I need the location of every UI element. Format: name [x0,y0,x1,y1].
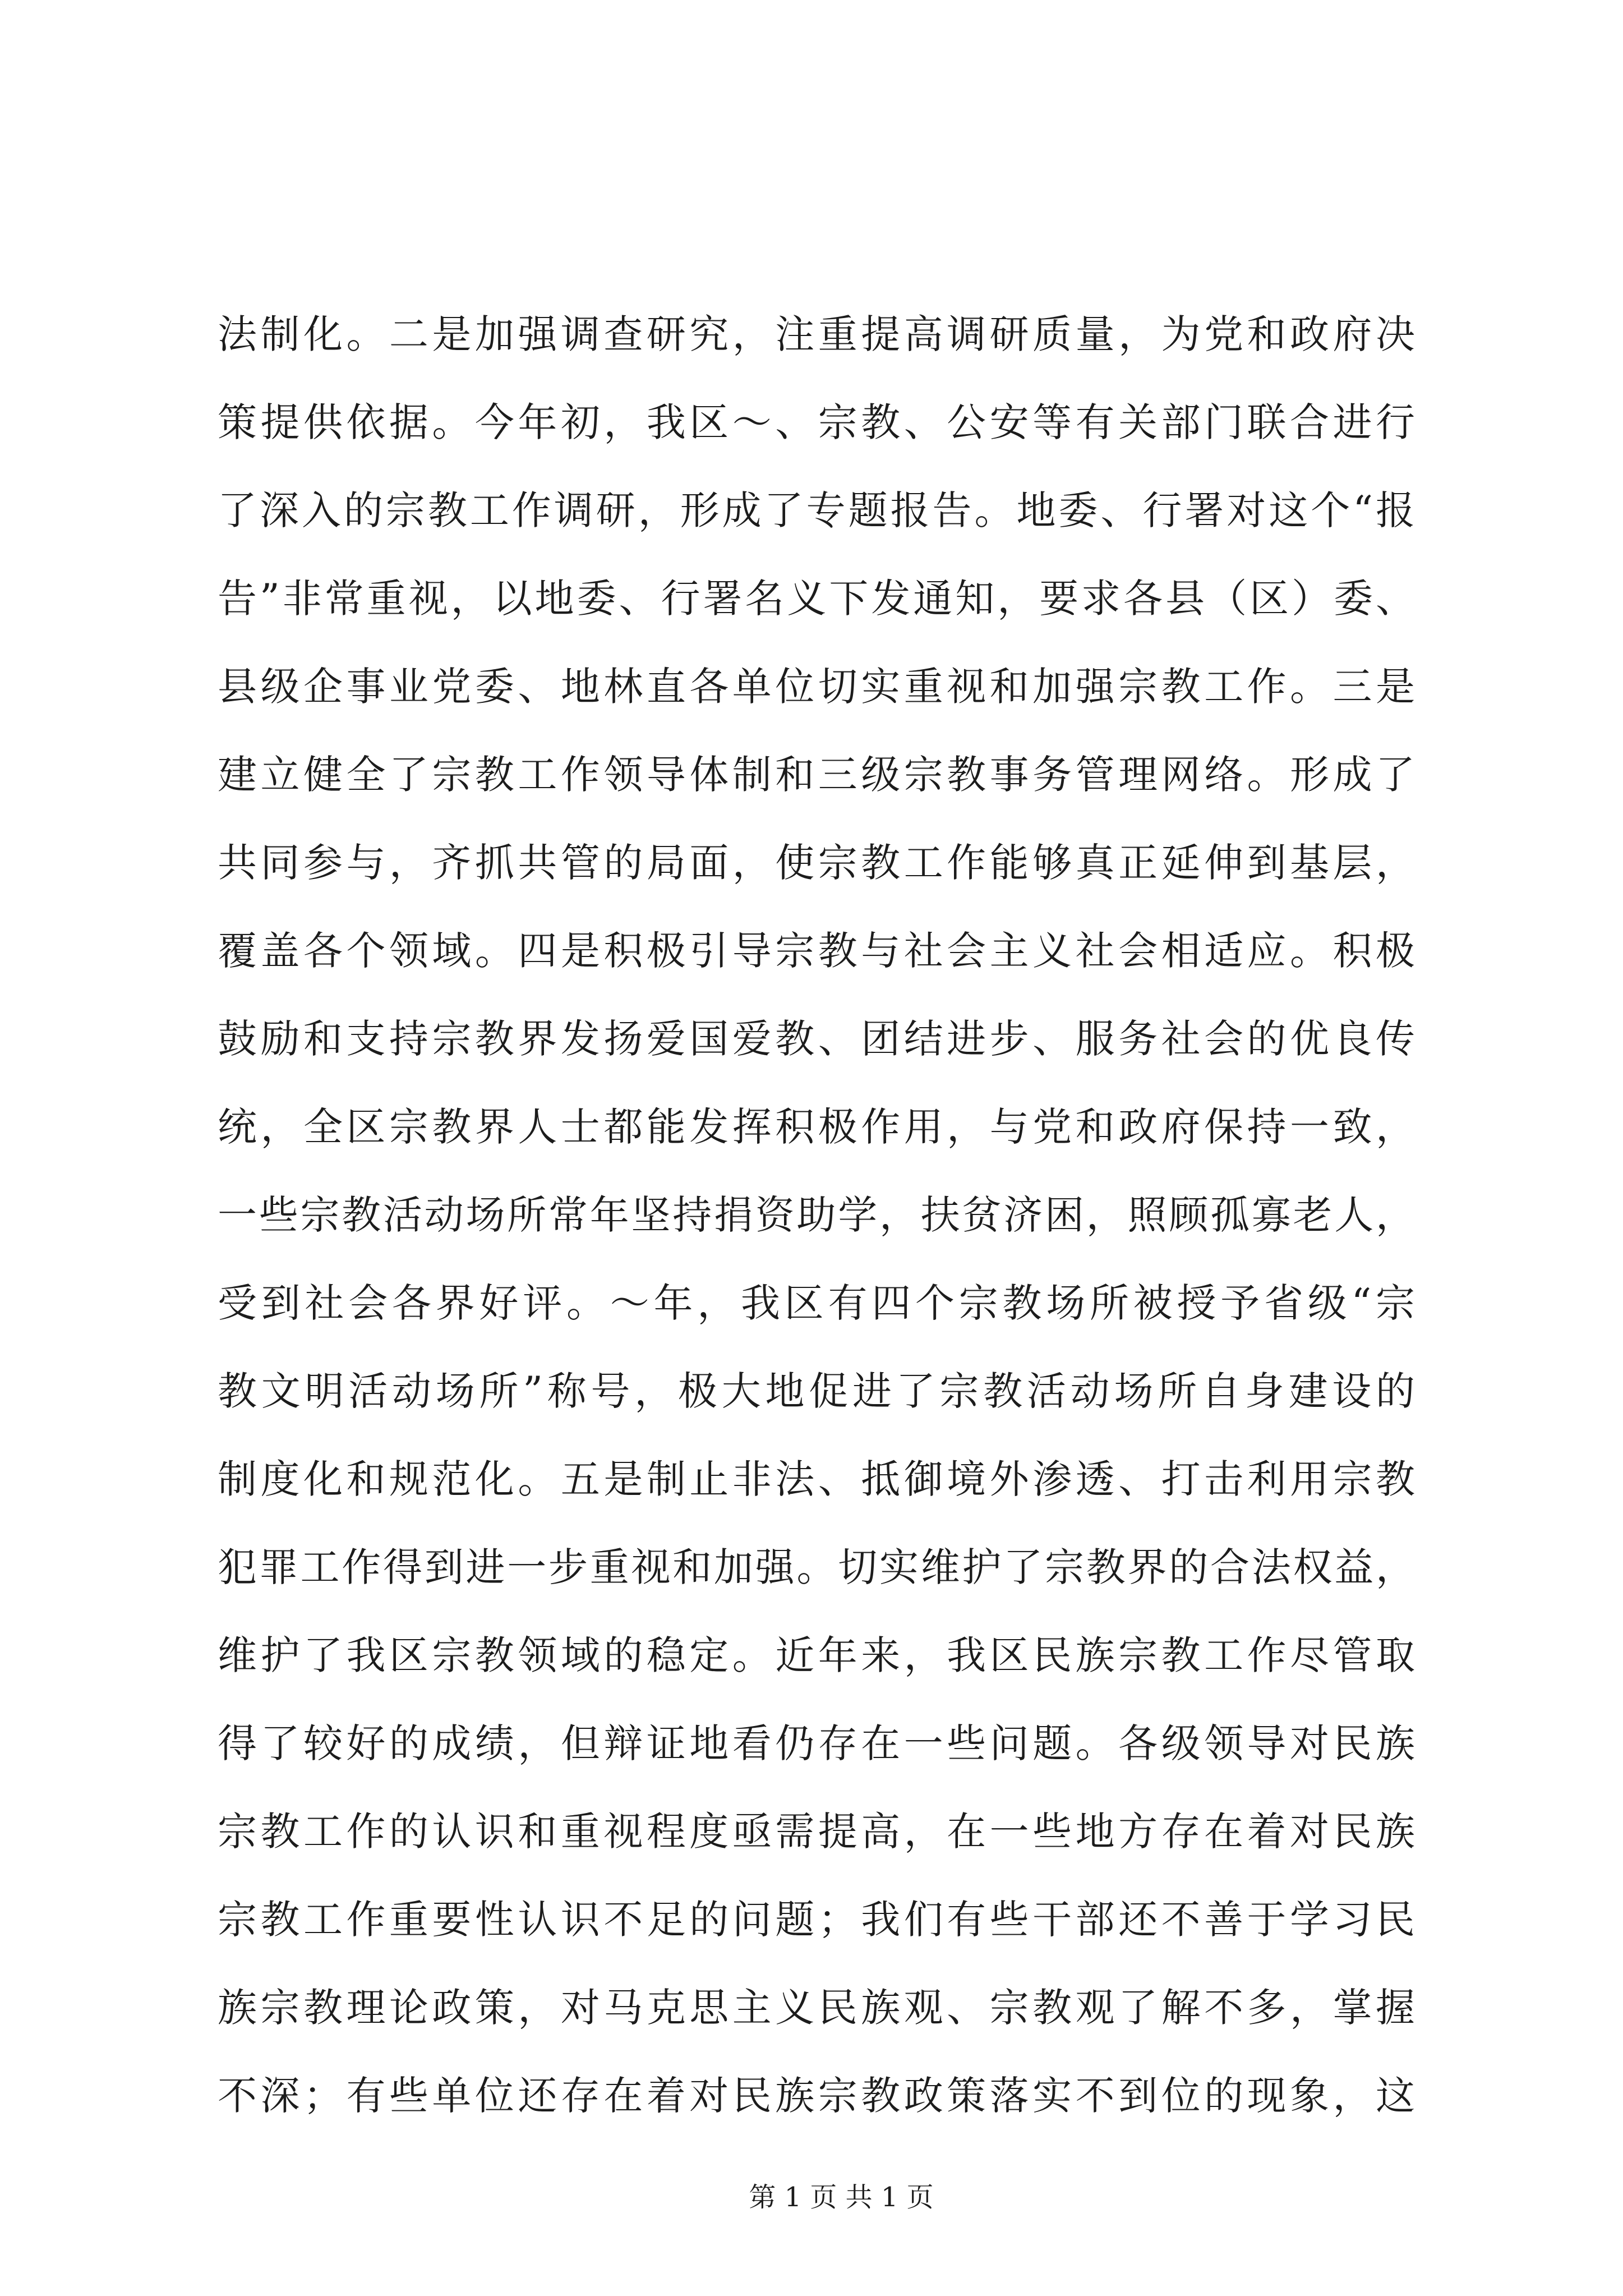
text-line: 告”非常重视，以地委、行署名义下发通知，要求各县（区）委、 [218,576,1415,622]
text-line: 制度化和规范化。五是制止非法、抵御境外渗透、打击利用宗教 [218,1456,1415,1502]
body-text [218,291,1415,2140]
text-line: 宗教工作的认识和重视程度亟需提高，在一些地方存在着对民族 [218,1809,1415,1855]
text-line: 得了较好的成绩，但辩证地看仍存在一些问题。各级领导对民族 [218,1720,1415,1766]
text-line: 一些宗教活动场所常年坚持捐资助学，扶贫济困，照顾孤寡老人， [218,1192,1415,1238]
text-line: 受到社会各界好评。～年，我区有四个宗教场所被授予省级“宗 [218,1280,1415,1326]
text-line: 覆盖各个领域。四是积极引导宗教与社会主义社会相适应。积极 [218,928,1415,974]
text-line: 教文明活动场所”称号，极大地促进了宗教活动场所自身建设的 [218,1368,1415,1414]
text-line: 策提供依据。今年初，我区～、宗教、公安等有关部门联合进行 [218,399,1415,445]
page-footer-page-number: 第 1 页 共 1 页 [749,2182,934,2213]
text-line: 县级企事业党委、地林直各单位切实重视和加强宗教工作。三是 [218,664,1415,710]
text-line: 不深；有些单位还存在着对民族宗教政策落实不到位的现象，这 [218,2073,1415,2119]
text-line: 族宗教理论政策，对马克思主义民族观、宗教观了解不多，掌握 [218,1985,1415,2031]
text-line: 建立健全了宗教工作领导体制和三级宗教事务管理网络。形成了 [218,752,1415,798]
text-line: 鼓励和支持宗教界发扬爱国爱教、团结进步、服务社会的优良传 [218,1016,1415,1062]
text-line: 了深入的宗教工作调研，形成了专题报告。地委、行署对这个“报 [218,487,1415,533]
text-line: 维护了我区宗教领域的稳定。近年来，我区民族宗教工作尽管取 [218,1632,1415,1678]
text-line: 犯罪工作得到进一步重视和加强。切实维护了宗教界的合法权益， [218,1544,1415,1590]
text-line: 共同参与，齐抓共管的局面，使宗教工作能够真正延伸到基层， [218,840,1415,886]
text-line: 法制化。二是加强调查研究，注重提高调研质量，为党和政府决 [218,311,1415,357]
text-line: 宗教工作重要性认识不足的问题；我们有些干部还不善于学习民 [218,1897,1415,1943]
text-line: 统，全区宗教界人士都能发挥积极作用，与党和政府保持一致， [218,1104,1415,1150]
